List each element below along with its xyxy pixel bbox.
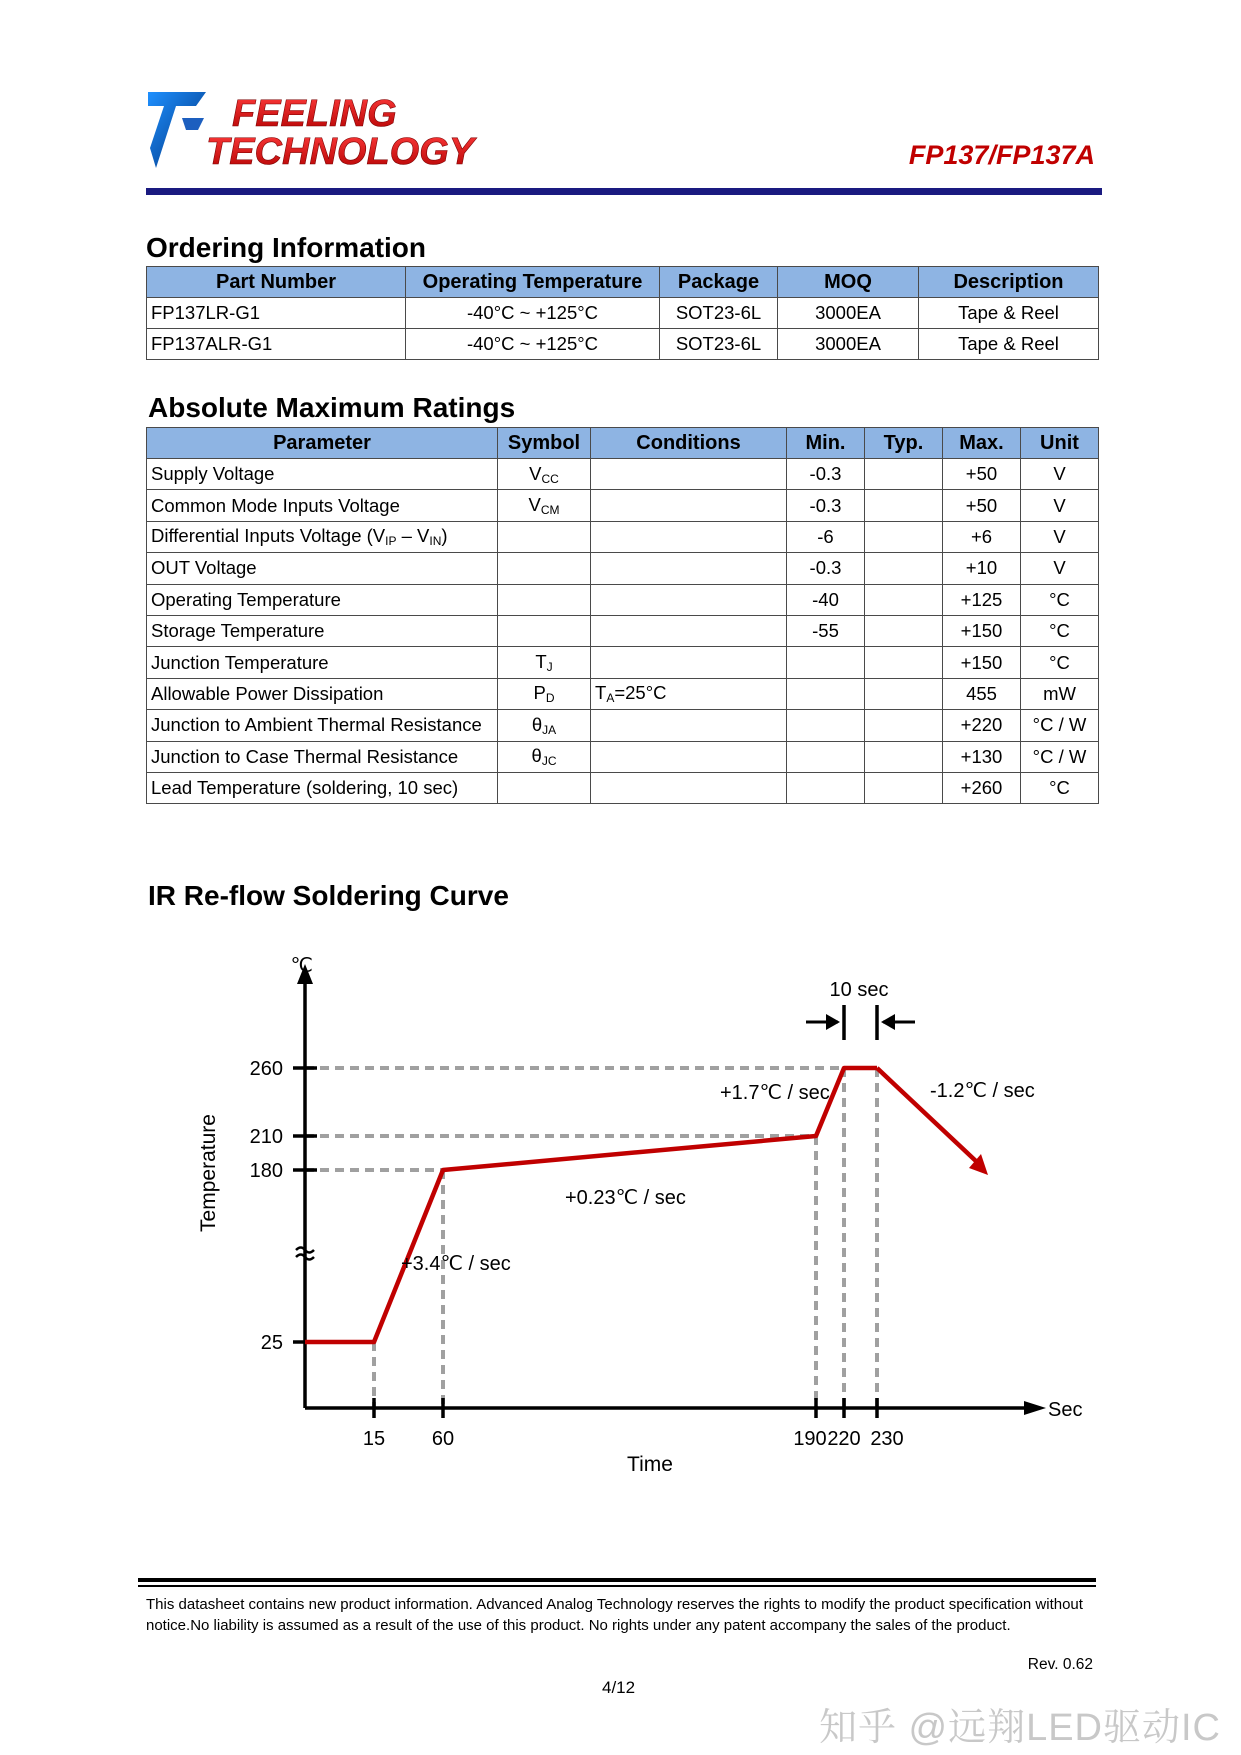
parameter-cell <box>147 647 498 678</box>
min-cell <box>787 584 865 615</box>
chart-annotation: -1.2℃ / sec <box>930 1080 1035 1102</box>
table-row <box>147 553 1099 584</box>
cell-text: °C <box>1049 777 1070 799</box>
min-cell <box>787 772 865 803</box>
column-header: Parameter <box>147 428 498 459</box>
parameter-cell <box>147 741 498 772</box>
column-header: Symbol <box>498 428 591 459</box>
ir-reflow-heading: IR Re-flow Soldering Curve <box>148 880 509 911</box>
subscript: CM <box>540 503 560 518</box>
typ-cell <box>865 647 943 678</box>
chart-annotation: +3.4℃ / sec <box>401 1253 511 1275</box>
cell-text: +150 <box>960 620 1003 642</box>
x-tick-label: 190 <box>793 1428 827 1450</box>
chart-annotation: 10 sec <box>829 979 889 1001</box>
cell-text: Junction to Ambient Thermal Resistance <box>151 714 482 736</box>
max-cell <box>943 710 1021 741</box>
cell-text: °C / W <box>1032 714 1087 736</box>
cell-text: +260 <box>960 777 1003 799</box>
moq-cell: 3000EA <box>778 329 919 360</box>
cell-text: -6 <box>817 525 834 547</box>
temperature-cell: -40°C ~ +125°C <box>406 298 660 329</box>
symbol-cell <box>498 772 591 803</box>
parameter-cell <box>147 584 498 615</box>
max-cell <box>943 678 1021 709</box>
description-cell: Tape & Reel <box>919 298 1099 329</box>
cell-text: T <box>595 682 607 704</box>
temperature-cell: -40°C ~ +125°C <box>406 329 660 360</box>
max-cell <box>943 615 1021 646</box>
min-cell <box>787 615 865 646</box>
chart-annotation: +1.7℃ / sec <box>720 1082 830 1104</box>
cell-text: V <box>528 494 541 516</box>
symbol-cell <box>498 459 591 490</box>
unit-cell <box>1021 553 1099 584</box>
symbol-cell <box>498 710 591 741</box>
cell-text: °C <box>1049 651 1070 673</box>
feeling-technology-logo <box>146 88 486 180</box>
cell-text: -55 <box>812 620 839 642</box>
cell-text: θ <box>531 745 542 767</box>
table-row <box>147 329 1099 360</box>
unit-cell <box>1021 521 1099 552</box>
symbol-cell <box>498 521 591 552</box>
footer-divider <box>138 1578 1096 1582</box>
marker-arrow-left-icon <box>881 1014 895 1030</box>
conditions-cell <box>591 490 787 521</box>
y-tick-label: 180 <box>249 1160 283 1182</box>
cell-text: Allowable Power Dissipation <box>151 682 384 704</box>
column-header: Description <box>919 267 1099 298</box>
y-axis-title: Temperature <box>197 1114 220 1232</box>
conditions-cell <box>591 741 787 772</box>
conditions-cell <box>591 710 787 741</box>
cell-text: – V <box>396 525 430 547</box>
page-number: 4/12 <box>602 1678 636 1697</box>
column-header: Conditions <box>591 428 787 459</box>
disclaimer-text <box>146 1594 1086 1636</box>
subscript: JA <box>542 722 557 737</box>
conditions-cell <box>591 553 787 584</box>
x-tick-label: 15 <box>362 1428 386 1450</box>
y-tick-label: 25 <box>260 1332 283 1354</box>
column-header: Unit <box>1021 428 1099 459</box>
subscript: JC <box>541 754 557 769</box>
y-tick-label: 260 <box>249 1058 283 1080</box>
cell-text: Junction to Case Thermal Resistance <box>151 745 459 767</box>
cell-text: Lead Temperature (soldering, 10 sec) <box>151 777 459 799</box>
cell-text: -0.3 <box>809 494 842 516</box>
subscript: A <box>606 691 615 706</box>
cell-text: +150 <box>960 651 1003 673</box>
reflow-soldering-chart <box>190 950 1130 1500</box>
package-cell: SOT23-6L <box>660 298 778 329</box>
logo-text-technology: TECHNOLOGY <box>206 131 475 173</box>
cell-text: +125 <box>960 588 1003 610</box>
cell-text: °C <box>1049 620 1070 642</box>
chart-annotation: +0.23℃ / sec <box>565 1187 686 1209</box>
unit-cell <box>1021 678 1099 709</box>
symbol-cell <box>498 553 591 584</box>
unit-cell <box>1021 615 1099 646</box>
min-cell <box>787 647 865 678</box>
cell-text: -0.3 <box>809 557 842 579</box>
table-row <box>147 459 1099 490</box>
cell-text: ) <box>441 525 448 547</box>
cell-text: -0.3 <box>809 463 842 485</box>
cell-text: mW <box>1043 682 1076 704</box>
column-header: Part Number <box>147 267 406 298</box>
subscript: IP <box>385 534 397 549</box>
typ-cell <box>865 521 943 552</box>
x-unit-label: Sec <box>1048 1399 1083 1421</box>
max-cell <box>943 741 1021 772</box>
part-number-cell: FP137LR-G1 <box>147 298 406 329</box>
column-header: Max. <box>943 428 1021 459</box>
cell-text: °C / W <box>1032 745 1087 767</box>
description-cell: Tape & Reel <box>919 329 1099 360</box>
x-tick-label: 60 <box>431 1428 455 1450</box>
ordering-information-heading: Ordering Information <box>146 232 426 263</box>
conditions-cell <box>591 459 787 490</box>
max-cell <box>943 647 1021 678</box>
cell-text: V <box>1053 494 1066 516</box>
table-row <box>147 741 1099 772</box>
conditions-cell <box>591 521 787 552</box>
conditions-cell <box>591 772 787 803</box>
conditions-cell <box>591 584 787 615</box>
y-tick-label: 210 <box>249 1126 283 1148</box>
max-cell <box>943 490 1021 521</box>
package-cell: SOT23-6L <box>660 329 778 360</box>
footer-divider-thin <box>138 1585 1096 1587</box>
table-row <box>147 615 1099 646</box>
unit-cell <box>1021 647 1099 678</box>
unit-cell <box>1021 490 1099 521</box>
disclaimer-line: notice.No liability is assumed as a result of the use of this product. No rights under any patent accompany the sales of the product. <box>146 1617 1011 1634</box>
min-cell <box>787 710 865 741</box>
parameter-cell <box>147 490 498 521</box>
typ-cell <box>865 459 943 490</box>
min-cell <box>787 459 865 490</box>
table-row <box>147 584 1099 615</box>
parameter-cell <box>147 553 498 584</box>
table-header-row <box>147 428 1099 459</box>
cell-text: -40 <box>812 588 839 610</box>
cell-text: Differential Inputs Voltage (V <box>151 525 386 547</box>
symbol-cell <box>498 584 591 615</box>
unit-cell <box>1021 741 1099 772</box>
column-header: Operating Temperature <box>406 267 660 298</box>
typ-cell <box>865 615 943 646</box>
cell-text: Storage Temperature <box>151 620 325 642</box>
y-unit-label: ℃ <box>290 955 313 977</box>
parameter-cell <box>147 521 498 552</box>
ordering-information-table <box>146 266 1099 360</box>
x-axis-title: Time <box>627 1453 673 1476</box>
column-header: Package <box>660 267 778 298</box>
logo-text-feeling: FEELING <box>232 93 397 135</box>
parameter-cell <box>147 678 498 709</box>
symbol-cell <box>498 490 591 521</box>
symbol-cell <box>498 741 591 772</box>
parameter-cell <box>147 710 498 741</box>
parameter-cell <box>147 459 498 490</box>
cell-text: +50 <box>965 494 998 516</box>
cell-text: +6 <box>970 525 993 547</box>
conditions-cell <box>591 678 787 709</box>
moq-cell: 3000EA <box>778 298 919 329</box>
max-cell <box>943 553 1021 584</box>
min-cell <box>787 741 865 772</box>
symbol-cell <box>498 647 591 678</box>
typ-cell <box>865 741 943 772</box>
cell-text: V <box>1053 557 1066 579</box>
symbol-cell <box>498 615 591 646</box>
cell-text: 455 <box>966 682 997 704</box>
x-tick-label: 220 <box>827 1428 861 1450</box>
table-row <box>147 710 1099 741</box>
column-header: MOQ <box>778 267 919 298</box>
max-cell <box>943 521 1021 552</box>
cell-text: °C <box>1049 588 1070 610</box>
typ-cell <box>865 710 943 741</box>
conditions-cell <box>591 647 787 678</box>
cell-text: V <box>1053 525 1066 547</box>
unit-cell <box>1021 459 1099 490</box>
parameter-cell <box>147 615 498 646</box>
cell-text: =25°C <box>614 682 667 704</box>
typ-cell <box>865 490 943 521</box>
absolute-maximum-ratings-table <box>146 427 1099 804</box>
column-header: Min. <box>787 428 865 459</box>
header-divider <box>146 188 1102 195</box>
document-title: FP137/FP137A <box>908 140 1095 170</box>
cell-text: V <box>529 462 542 484</box>
subscript: D <box>545 691 555 706</box>
absolute-maximum-ratings-heading: Absolute Maximum Ratings <box>148 392 516 423</box>
disclaimer-line: This datasheet contains new product information. Advanced Analog Technology reserves the rights to modify the product specification without <box>146 1596 1083 1613</box>
marker-arrow-right-icon <box>826 1014 840 1030</box>
cell-text: Operating Temperature <box>151 588 341 610</box>
table-header-row <box>147 267 1099 298</box>
cell-text: +50 <box>965 463 998 485</box>
unit-cell <box>1021 772 1099 803</box>
cell-text: V <box>1053 463 1066 485</box>
typ-cell <box>865 553 943 584</box>
cell-text: θ <box>531 713 543 735</box>
cell-text: OUT Voltage <box>151 557 257 579</box>
max-cell <box>943 584 1021 615</box>
unit-cell <box>1021 584 1099 615</box>
x-axis-arrow-icon <box>1024 1401 1046 1415</box>
table-row <box>147 521 1099 552</box>
min-cell <box>787 490 865 521</box>
cell-text: Supply Voltage <box>151 463 275 485</box>
cell-text: P <box>533 682 546 704</box>
cell-text: +130 <box>960 745 1003 767</box>
min-cell <box>787 521 865 552</box>
min-cell <box>787 553 865 584</box>
symbol-cell <box>498 678 591 709</box>
cell-text: +220 <box>960 714 1003 736</box>
table-row <box>147 490 1099 521</box>
table-row <box>147 772 1099 803</box>
min-cell <box>787 678 865 709</box>
conditions-cell <box>591 615 787 646</box>
column-header: Typ. <box>865 428 943 459</box>
x-tick-label: 230 <box>870 1428 904 1450</box>
revision-label: Rev. 0.62 <box>1027 1656 1093 1673</box>
typ-cell <box>865 584 943 615</box>
subscript: J <box>546 660 553 675</box>
table-row <box>147 647 1099 678</box>
cell-text: Junction Temperature <box>151 651 329 673</box>
max-cell <box>943 772 1021 803</box>
parameter-cell <box>147 772 498 803</box>
cell-text: T <box>535 651 547 673</box>
zhihu-watermark: 知乎 @远翔LED驱动IC <box>818 1707 1221 1749</box>
subscript: IN <box>429 534 442 549</box>
max-cell <box>943 459 1021 490</box>
unit-cell <box>1021 710 1099 741</box>
typ-cell <box>865 678 943 709</box>
cell-text: +10 <box>965 557 998 579</box>
typ-cell <box>865 772 943 803</box>
cell-text: Common Mode Inputs Voltage <box>151 494 400 516</box>
table-row <box>147 298 1099 329</box>
part-number-cell: FP137ALR-G1 <box>147 329 406 360</box>
table-row <box>147 678 1099 709</box>
subscript: CC <box>541 471 559 486</box>
